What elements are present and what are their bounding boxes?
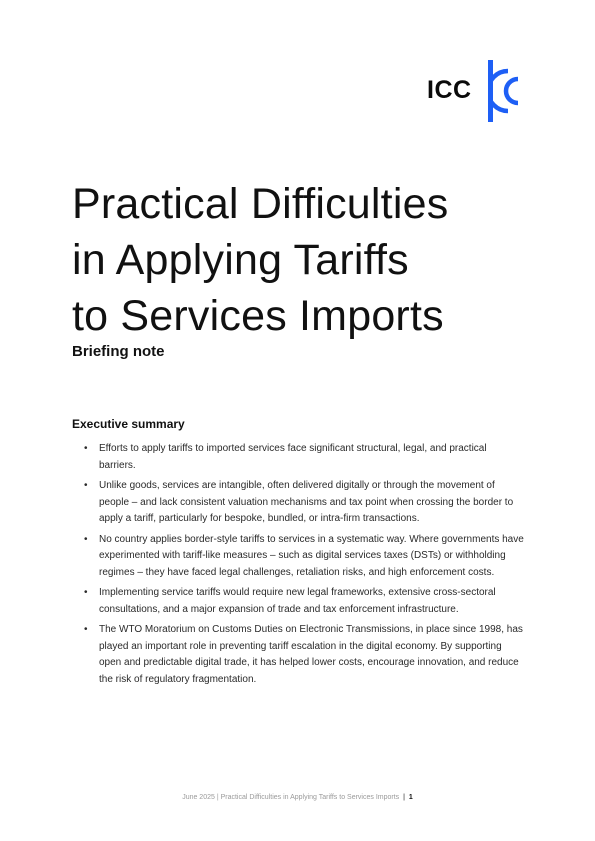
list-item [84, 585, 526, 618]
list-item-text: Efforts to apply tariffs to imported services face significant structural, legal, and practical barriers. [99, 443, 487, 471]
list-item [84, 441, 526, 474]
logo-text: ICC [427, 76, 472, 104]
list-item [84, 532, 526, 582]
footer-separator: | [403, 794, 405, 801]
bullet-icon: • [84, 624, 88, 635]
icc-logo [427, 60, 525, 122]
executive-summary-list [84, 441, 526, 692]
list-item [84, 478, 526, 528]
document-subtitle: Briefing note [72, 343, 165, 360]
page-footer [0, 793, 595, 803]
bullet-icon: • [84, 480, 88, 491]
page-number: 1 [408, 794, 413, 801]
section-heading: Executive summary [72, 417, 185, 431]
list-item-text: The WTO Moratorium on Customs Duties on Electronic Transmissions, in place since 1998, has played an important role in preventing tariff escalation in the digital economy. By supporting open and predictable digital trade, it has helped lower costs, encourage innovation, and reduce the risk of regulatory fragmentation. [99, 624, 523, 685]
title-line: in Applying Tariffs [72, 236, 409, 284]
bullet-icon: • [84, 443, 88, 454]
list-item [84, 622, 526, 688]
footer-text: June 2025 | Practical Difficulties in Applying Tariffs to Services Imports [182, 794, 400, 801]
document-title [72, 176, 542, 344]
list-item-text: Implementing service tariffs would require new legal frameworks, extensive cross-sectoral consultations, and a major expansion of trade and tax enforcement infrastructure. [99, 587, 496, 615]
title-line: Practical Difficulties [72, 180, 449, 228]
title-line: to Services Imports [72, 292, 444, 340]
bullet-icon: • [84, 587, 88, 598]
bullet-icon: • [84, 533, 88, 545]
icc-logo-mark-icon [488, 60, 526, 122]
list-item-text: No country applies border-style tariffs to services in a systematic way. Where governments have experimented with tariff-like measures – such as digital services taxes (DSTs) or withholding regimes – they have faced legal challenges, retaliation risks, and high enforcement costs. [99, 533, 524, 578]
list-item-text: Unlike goods, services are intangible, often delivered digitally or through the movement of people – and lack consistent valuation mechanisms and tax point when crossing the border to apply a tariff, particularly for bespoke, bundled, or intra-firm transactions. [99, 480, 514, 524]
